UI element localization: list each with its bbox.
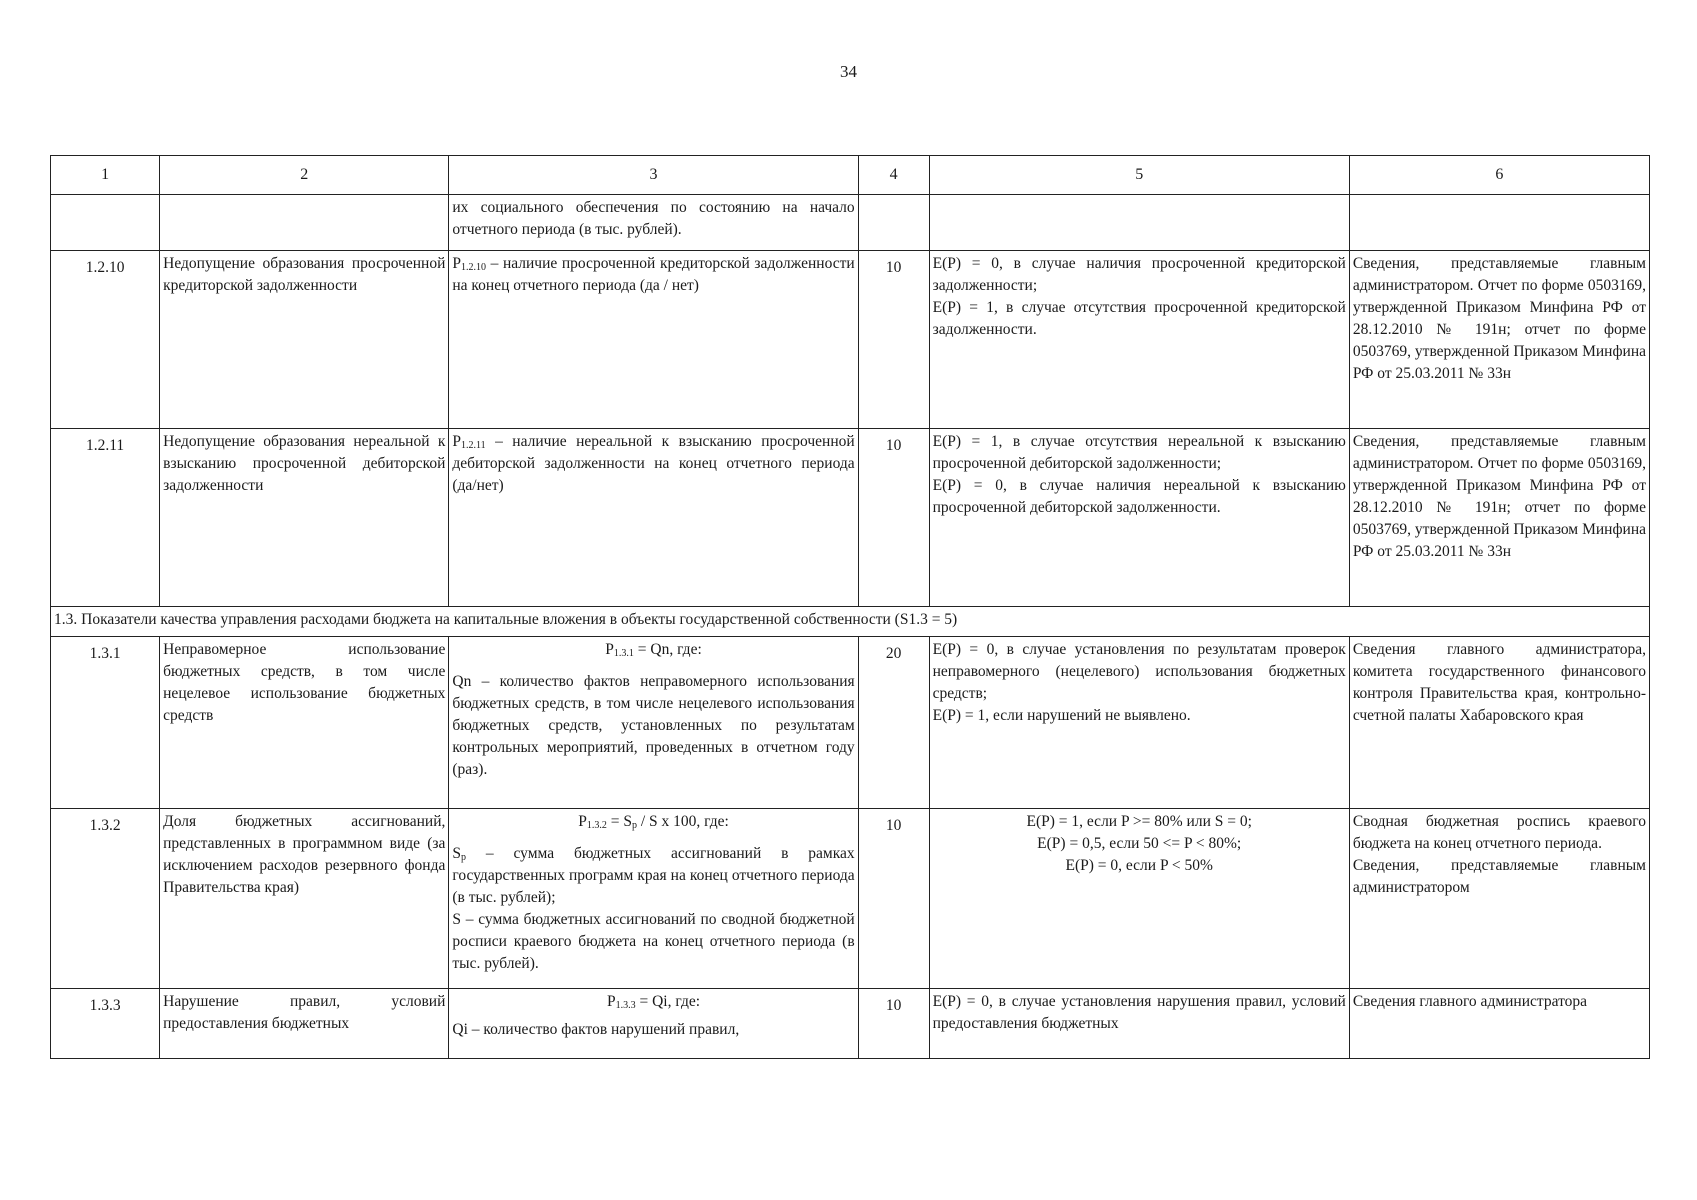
row-number: 1.2.11 xyxy=(51,429,160,607)
header-col-4: 4 xyxy=(858,156,929,195)
data-source: Сведения, представляемые главным администратором. Отчет по форме 0503169, утвержденной Приказом Минфина РФ от 28.12.2010 № 191н; отчет по форме 0503769, утвержденной Приказом Минфина РФ от 25.03.2011 № 33н xyxy=(1349,251,1649,429)
spacer xyxy=(452,833,854,843)
row-number: 1.3.3 xyxy=(51,989,160,1059)
formula-text: = Qi, где: xyxy=(635,993,701,1010)
formula-text: – наличие просроченной кредиторской задолженности на конец отчетного периода (да / нет) xyxy=(452,255,855,294)
formula-subscript: 1.3.3 xyxy=(615,1000,636,1011)
header-col-5: 5 xyxy=(929,156,1349,195)
indicator-formula xyxy=(449,989,858,1059)
indicator-formula xyxy=(449,637,858,809)
formula-subscript: 1.2.10 xyxy=(461,262,486,273)
table-row xyxy=(51,989,1650,1059)
evaluation-rule: E(P) = 0, в случае установления нарушения правил, условий предоставления бюджетных xyxy=(929,989,1349,1059)
formula-subscript: p xyxy=(631,820,637,831)
section-heading: 1.3. Показатели качества управления расходами бюджета на капитальные вложения в объекты государственной собственности (S1.3 = 5) xyxy=(51,607,1650,637)
formula-text: – наличие нереальной к взысканию просроченной дебиторской задолженности на конец отчетного периода (да/нет) xyxy=(452,433,855,494)
evaluation-line: E(P) = 0,5, если 50 <= P < 80%; xyxy=(1037,835,1242,852)
formula-head xyxy=(452,991,854,1013)
header-col-3: 3 xyxy=(449,156,858,195)
indicator-formula xyxy=(449,429,858,607)
evaluation-rule xyxy=(929,809,1349,989)
formula-symbol: P xyxy=(452,255,461,272)
source-line: Сводная бюджетная роспись краевого бюджета на конец отчетного периода. xyxy=(1352,813,1646,852)
indicator-name: Неправомерное использование бюджетных средств, в том числе нецелевое использование бюджетных средств xyxy=(160,637,449,809)
indicator-weight: 10 xyxy=(858,989,929,1059)
evaluation-line: E(P) = 1, в случае отсутствия просроченной кредиторской задолженности. xyxy=(932,299,1346,338)
header-col-2: 2 xyxy=(160,156,449,195)
evaluation-rule xyxy=(929,637,1349,809)
table-row xyxy=(51,809,1650,989)
indicator-name: Доля бюджетных ассигнований, представленных в программном виде (за исключением расходов резервного фонда Правительства края) xyxy=(160,809,449,989)
page-number: 34 xyxy=(840,62,857,81)
data-source xyxy=(1349,809,1649,989)
evaluation-line: E(P) = 0, в случае установления по результатам проверок неправомерного (нецелевого) использования бюджетных средств; xyxy=(932,641,1346,702)
formula-explanation: Qn – количество фактов неправомерного использования бюджетных средств, в том числе нецелевого использования бюджетных средств, установленных по результатам контрольных мероприятий, проведенных в отчетном году (раз). xyxy=(452,673,855,778)
row-number: 1.3.2 xyxy=(51,809,160,989)
formula-explanation: S – сумма бюджетных ассигнований по сводной бюджетной росписи краевого бюджета на конец отчетного периода (в тыс. рублей). xyxy=(452,911,855,972)
formula-explanation: Qi – количество фактов нарушений правил, xyxy=(452,1021,740,1038)
section-heading-row xyxy=(51,607,1650,637)
indicator-formula xyxy=(449,251,858,429)
evaluation-rule xyxy=(929,429,1349,607)
formula-symbol: S xyxy=(452,845,461,862)
formula-subscript: 1.3.2 xyxy=(586,820,607,831)
continuation-row xyxy=(51,195,1650,251)
formula-subscript: p xyxy=(461,852,466,863)
indicators-table xyxy=(50,155,1650,1059)
evaluation-line: E(P) = 1, если P >= 80% или S = 0; xyxy=(1026,813,1252,830)
indicator-weight: 10 xyxy=(858,251,929,429)
cell-empty xyxy=(929,195,1349,251)
source-line: Сведения, представляемые главным администратором xyxy=(1352,857,1646,896)
formula-head xyxy=(452,639,854,661)
table-row xyxy=(51,637,1650,809)
table-row xyxy=(51,429,1650,607)
formula-text: = S xyxy=(606,813,632,830)
evaluation-line: E(P) = 0, в случае наличия просроченной кредиторской задолженности; xyxy=(932,255,1346,294)
evaluation-line: E(P) = 0, в случае наличия нереальной к взысканию просроченной дебиторской задолженности. xyxy=(932,477,1346,516)
indicator-weight: 10 xyxy=(858,429,929,607)
formula-head xyxy=(452,811,854,833)
header-col-1: 1 xyxy=(51,156,160,195)
table-header-row xyxy=(51,156,1650,195)
evaluation-line: E(P) = 0, если P < 50% xyxy=(1065,857,1213,874)
row-number: 1.2.10 xyxy=(51,251,160,429)
indicator-weight: 10 xyxy=(858,809,929,989)
table-row xyxy=(51,251,1650,429)
spacer xyxy=(452,661,854,671)
indicator-name: Нарушение правил, условий предоставления бюджетных xyxy=(160,989,449,1059)
indicator-name: Недопущение образования просроченной кредиторской задолженности xyxy=(160,251,449,429)
formula-text: / S x 100, где: xyxy=(636,813,729,830)
formula-symbol: P xyxy=(607,993,616,1010)
evaluation-line: E(P) = 1, в случае отсутствия нереальной к взысканию просроченной дебиторской задолженности; xyxy=(932,433,1346,472)
formula-explanation xyxy=(452,843,854,909)
row-number: 1.3.1 xyxy=(51,637,160,809)
formula-symbol: P xyxy=(452,433,461,450)
cell-empty xyxy=(1349,195,1649,251)
data-source: Сведения главного администратора xyxy=(1349,989,1649,1059)
indicator-formula xyxy=(449,809,858,989)
evaluation-rule xyxy=(929,251,1349,429)
indicator-weight: 20 xyxy=(858,637,929,809)
cell-empty xyxy=(858,195,929,251)
formula-text: = Qn, где: xyxy=(633,641,702,658)
formula-symbol: P xyxy=(605,641,614,658)
evaluation-line: E(P) = 1, если нарушений не выявлено. xyxy=(932,707,1191,724)
data-source: Сведения, представляемые главным администратором. Отчет по форме 0503169, утвержденной Приказом Минфина РФ от 28.12.2010 № 191н; отчет по форме 0503769, утвержденной Приказом Минфина РФ от 25.03.2011 № 33н xyxy=(1349,429,1649,607)
data-source: Сведения главного администратора, комитета государственного финансового контроля Правительства края, контрольно-счетной палаты Хабаровского края xyxy=(1349,637,1649,809)
formula-subscript: 1.3.1 xyxy=(613,648,634,659)
formula-symbol: P xyxy=(578,813,587,830)
formula-subscript: 1.2.11 xyxy=(461,440,486,451)
formula-text: – сумма бюджетных ассигнований в рамках государственных программ края на конец отчетного периода (в тыс. рублей); xyxy=(452,845,855,906)
cell-empty xyxy=(160,195,449,251)
header-col-6: 6 xyxy=(1349,156,1649,195)
indicator-name: Недопущение образования нереальной к взысканию просроченной дебиторской задолженности xyxy=(160,429,449,607)
cell-empty xyxy=(51,195,160,251)
continuation-text: их социального обеспечения по состоянию на начало отчетного периода (в тыс. рублей). xyxy=(449,195,858,251)
